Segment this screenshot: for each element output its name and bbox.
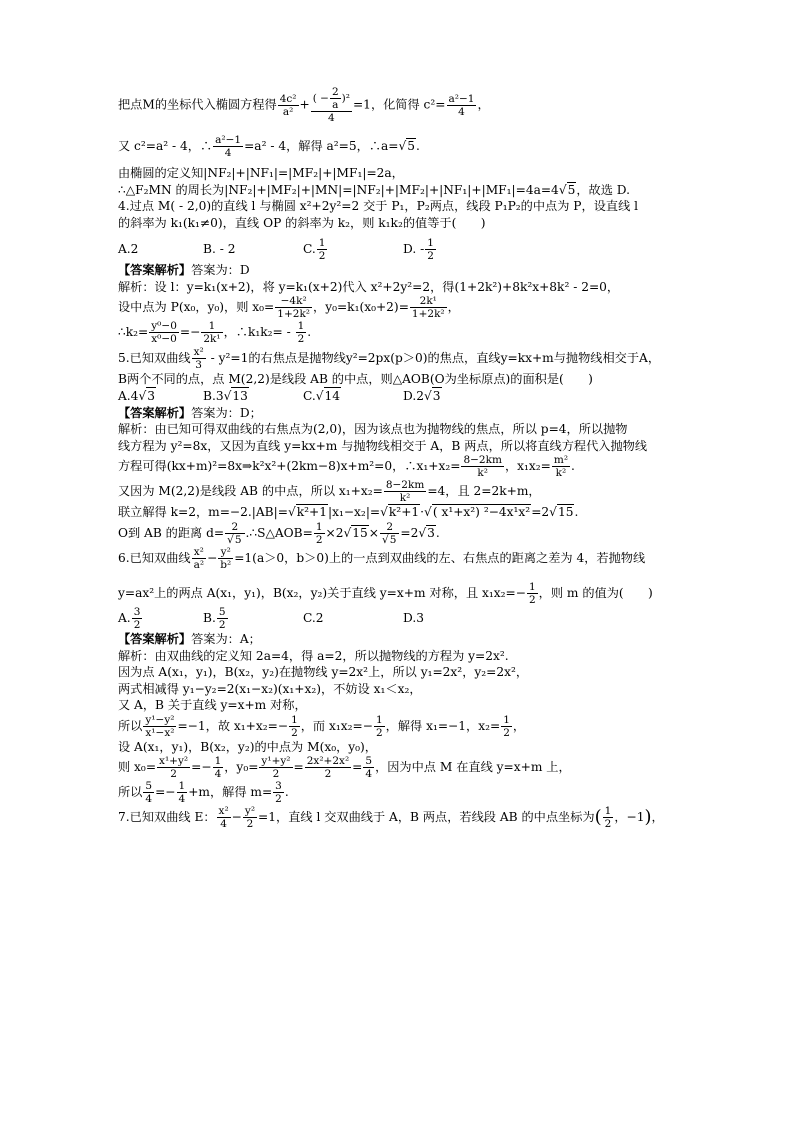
- text-line: 解析：由双曲线的定义知 2a=4，得 a=2，所以抛物线的方程为 y=2x².: [118, 648, 509, 663]
- option-c: C.√14: [303, 389, 341, 404]
- answer-4: 【答案解析】答案为：D: [118, 263, 250, 278]
- question-5: 5.已知双曲线 $\frac{\text{x²}}{3}$ - y²=1的右焦点是抛物线y²=2px(p＞0)的焦点，直线y=kx+m与抛物线相交于A，: [118, 345, 661, 371]
- text-line: 解析：设 l：y=k₁(x+2)，将 y=k₁(x+2)代入 x²+2y²=2，得(1+2k²)+8k²x+8k² - 2=0，: [118, 279, 620, 294]
- text-line: 又 A，B 关于直线 y=x+m 对称，: [118, 698, 307, 713]
- text-line: ∴k₂= $\frac{\text{y⁰−0}}{\text{x⁰−0}}$ =− $\frac{1}{\text{2k¹}}$ ，∴k₁k₂= - $\frac{1}{2}$ .: [118, 320, 312, 346]
- fraction: $\frac{\text{a²−1}}{4}$: [215, 134, 242, 160]
- text-line: 的斜率为 k₁(k₁≠0)，直线 OP 的斜率为 k₂，则 k₁k₂的值等于( ): [118, 215, 486, 230]
- answer-5: 【答案解析】答案为：D；: [118, 405, 262, 420]
- option-d: D. - $\frac{1}{2}$: [403, 237, 434, 263]
- text-line: 解析：由已知可得双曲线的右焦点为(2,0)，因为该点也为抛物线的焦点，所以 p=4，所以抛物: [118, 422, 628, 437]
- option-b: B.3√13: [203, 389, 248, 404]
- text-line: 因为点 A(x₁，y₁)，B(x₂，y₂)在抛物线 y=2x²上，所以 y₁=2x²，y₂=2x²，: [118, 665, 529, 680]
- text-line: 线方程为 y²=8x，又因为直线 y=kx+m 与抛物线相交于 A，B 两点，所以将直线方程代入抛物线: [118, 438, 648, 453]
- text-line: ∴△F₂MN 的周长为|NF₂|+|MF₂|+|MN|=|NF₂|+|MF₂|+|NF₁|+|MF₁|=4a=4√5，故选 D.: [118, 182, 631, 197]
- answer-6: 【答案解析】答案为：A；: [118, 632, 261, 647]
- question-5-options: [118, 387, 698, 404]
- text-line: 联立解得 k=2，m=−2.|AB|=√k²+1|x₁−x₂|=√k²+1·√( x¹+x²) ²−4x¹x²=2√15.: [118, 505, 579, 520]
- text-line: 设 A(x₁，y₁)，B(x₂，y₂)的中点为 M(x₀，y₀)，: [118, 739, 377, 754]
- text-line: B两个不同的点，点 M(2,2)是线段 AB 的中点，则△AOB(O为坐标原点)的面积是( ): [118, 371, 593, 386]
- text-line: y=ax²上的两点 A(x₁，y₁)，B(x₂，y₂)关于直线 y=x+m 对称，且 x₁x₂=− $\frac{1}{2}$ ，则 m 的值为( ): [118, 580, 653, 606]
- text-line: 所以 $\frac{\text{y¹−y²}}{\text{x¹−x²}}$ =−1，故 x₁+x₂=− $\frac{1}{2}$ ，而 x₁x₂=− $\frac{1}{2}$ ，解得 x₁=−1，x₂= $\frac{1}{2}$ ，: [118, 713, 526, 739]
- option-d: D.2√3: [403, 389, 441, 404]
- option-d: D.3: [403, 611, 424, 626]
- solution-text: [118, 86, 698, 831]
- text-line: 则 x₀= $\frac{\text{x¹+y²}}{2}$ =− $\frac{1}{4}$ ，y₀= $\frac{\text{y¹+y²}}{2}$ = $\frac{\text{2x²+2x²}}{2}$ = $\frac{5}{4}$ ，因为中点 M 在直线 y=x+m 上，: [118, 755, 571, 781]
- text-line: 设中点为 P(x₀，y₀)，则 x₀= $\frac{\text{−4k²}}{\text{1+2k²}}$ ，y₀=k₁(x₀+2)= $\frac{\text{2k¹}}{\text{1+2k²}}$ ，: [118, 295, 460, 321]
- text-line: 方程可得(kx+m)²=8x⇒k²x²+(2km−8)x+m²=0，∴x₁+x₂= $\frac{8-2km}{\text{k²}}$ ，x₁x₂= $\frac{\text{m²}}{\text{k²}}$ .: [118, 453, 575, 480]
- option-a: A.2: [118, 242, 139, 257]
- fraction: $\frac{\text{4c²}}{\text{a²}}$: [279, 92, 297, 118]
- question-7: 7.已知双曲线 E： $\frac{\text{x²}}{4}$ − $\frac{\text{y²}}{2}$ =1，直线 l 交双曲线于 A，B 两点，若线段 AB 的中点坐标为( $\frac{1}{2}$ ，−1)，: [118, 805, 664, 831]
- text-line: 由椭圆的定义知|NF₂|+|NF₁|=|MF₂|+|MF₁|=2a，: [118, 166, 404, 181]
- option-a: A.4√3: [118, 389, 155, 404]
- question-6-options: [118, 606, 698, 631]
- option-c: C.2: [303, 611, 324, 626]
- fraction: $\frac{\text{a²−1}}{4}$: [448, 92, 475, 118]
- text-line: 又 c²=a² - 4，∴ $\frac{\text{a²−1}}{4}$ =a² - 4，解得 a²=5，∴a=√5.: [118, 134, 420, 160]
- fraction: ( − $\frac{2}{a}$ )² 4: [312, 86, 350, 125]
- option-b: B. $\frac{5}{2}$: [203, 606, 226, 632]
- text-line: 把点M的坐标代入椭圆方程得 $\frac{\text{4c²}}{\text{a²}}$ + ( − $\frac{2}{a}$ )² 4 =1，化简得 c²= $\frac{\text{a²−1}}{4}$ ，: [118, 86, 490, 125]
- question-6: 6.已知双曲线 $\frac{\text{x²}}{\text{a²}}$ − $\frac{\text{y²}}{\text{b²}}$ =1(a＞0，b＞0)上的一点到双曲线的左、右焦点的距离之差为 4，若抛物线: [118, 545, 646, 571]
- question-4-options: [118, 237, 698, 262]
- option-b: B. - 2: [203, 242, 236, 257]
- text-line: 两式相减得 y₁−y₂=2(x₁−x₂)(x₁+x₂)，不妨设 x₁＜x₂，: [118, 681, 422, 696]
- question-4: 4.过点 M( - 2,0)的直线 l 与椭圆 x²+2y²=2 交于 P₁，P₂两点，线段 P₁P₂的中点为 P，设直线 l: [118, 199, 639, 214]
- option-a: A. $\frac{3}{2}$: [118, 606, 141, 632]
- text-line: 又因为 M(2,2)是线段 AB 的中点，所以 x₁+x₂= $\frac{8-2km}{\text{k²}}$ =4，且 2=2k+m，: [118, 479, 541, 505]
- text-line: 所以 $\frac{5}{4}$ =− $\frac{1}{4}$ +m，解得 m= $\frac{3}{2}$ .: [118, 780, 289, 806]
- option-c: C. $\frac{1}{2}$: [303, 237, 326, 263]
- text-line: O到 AB 的距离 d= $\frac{2}{√5}$ .∴S△AOB= $\frac{1}{2}$ ×2√15× $\frac{2}{√5}$ =2√3.: [118, 520, 440, 546]
